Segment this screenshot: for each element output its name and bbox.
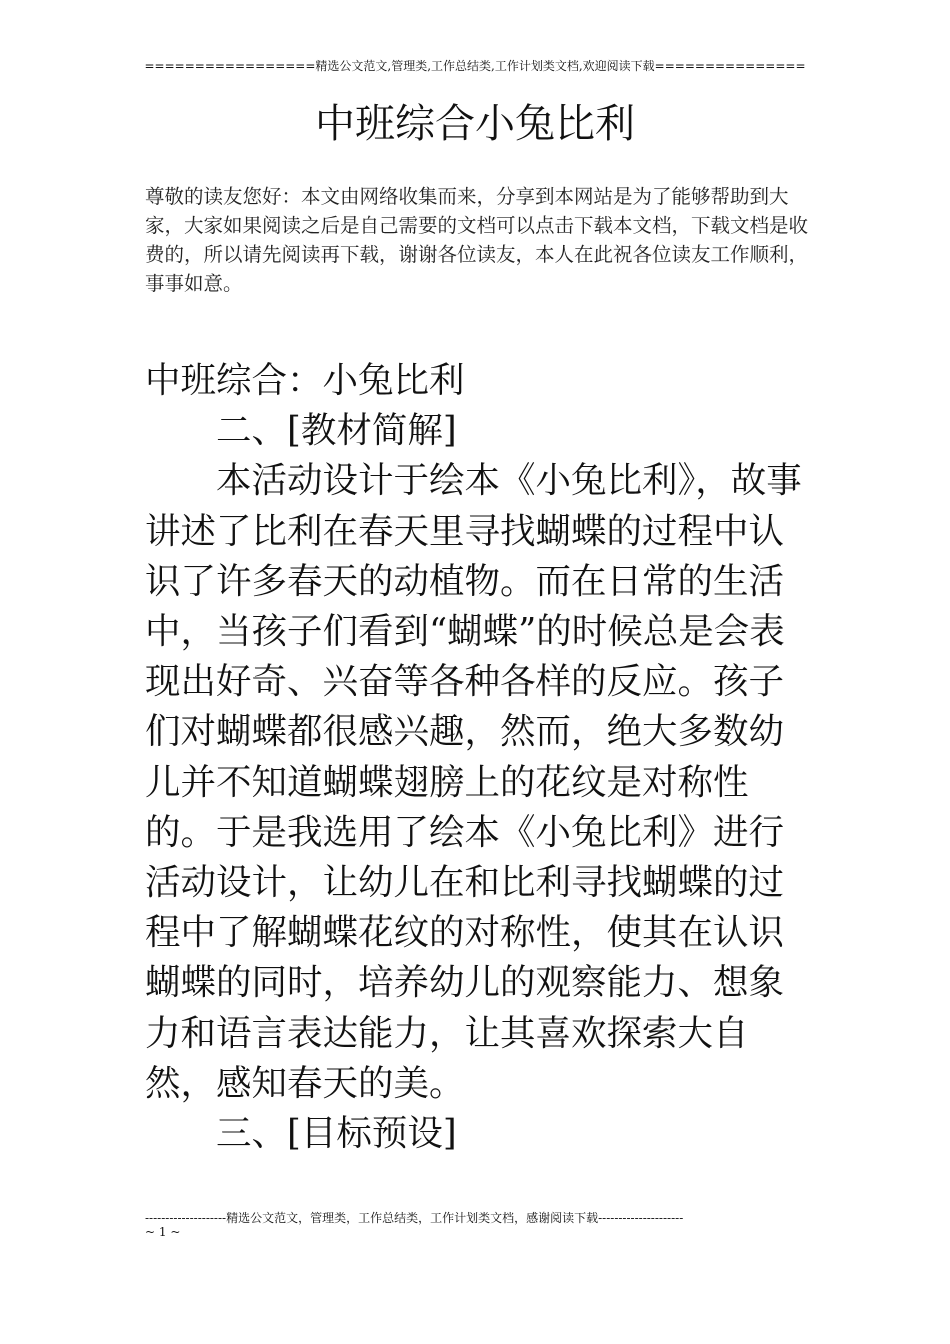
section-heading-materials: 二、[教材简解] bbox=[216, 410, 457, 452]
document-body bbox=[145, 356, 817, 1159]
materials-paragraph: 本活动设计于绘本《小兔比利》，故事讲述了比利在春天里寻找蝴蝶的过程中认识了许多春天的动植物。而在日常的生活中，当孩子们看到“蝴蝶”的时候总是会表现出好奇、兴奋等各种各样的反应。孩子们对蝴蝶都很感兴趣，然而，绝大多数幼儿并不知道蝴蝶翅膀上的花纹是对称性的。于是我选用了绘本《小兔比利》进行活动设计，让幼儿在和比利寻找蝴蝶的过程中了解蝴蝶花纹的对称性，使其在认识蝴蝶的同时，培养幼儿的观察能力、想象力和语言表达能力，让其喜欢探索大自然，感知春天的美。 bbox=[145, 460, 802, 1104]
header-banner: =================精选公文范文,管理类,工作总结类,工作计划类文档,欢迎阅读下载=============== bbox=[144, 59, 806, 73]
section-heading-goals: 三、[目标预设] bbox=[216, 1113, 457, 1155]
section-subtitle: 中班综合：小兔比利 bbox=[145, 360, 465, 401]
intro-paragraph: 尊敬的读友您好：本文由网络收集而来，分享到本网站是为了能够帮助到大家，大家如果阅读之后是自己需要的文档可以点击下载本文档，下载文档是收费的，所以请先阅读再下载，谢谢各位读友，本人在此祝各位读友工作顺利，事事如意。 bbox=[145, 185, 809, 295]
footer-banner: --------------------精选公文范文，管理类，工作总结类，工作计划类文档，感谢阅读下载--------------------- bbox=[145, 1211, 684, 1225]
page-number: ~ 1 ~ bbox=[145, 1225, 181, 1239]
document-title: 中班综合小兔比利 bbox=[315, 101, 635, 147]
